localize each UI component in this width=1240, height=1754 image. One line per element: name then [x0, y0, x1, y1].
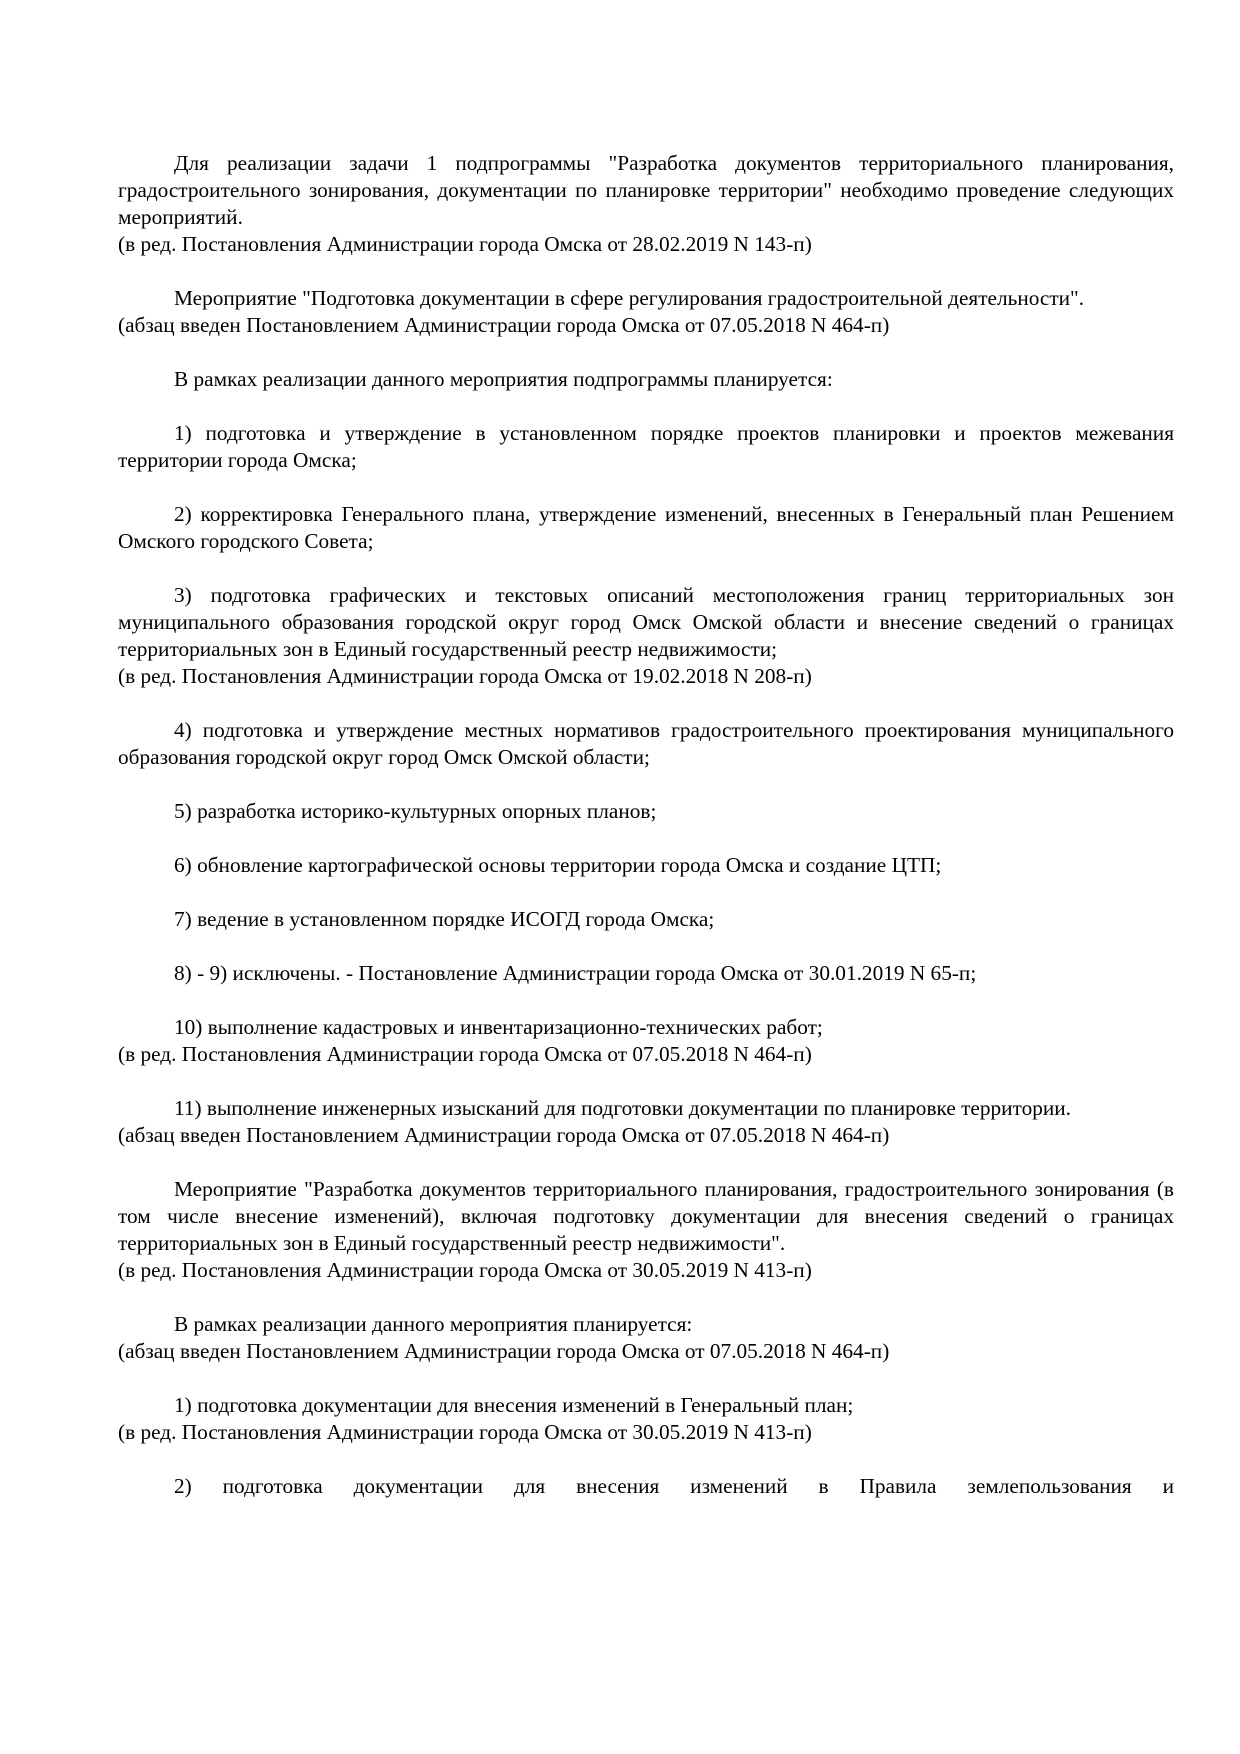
paragraph-text: Мероприятие "Разработка документов территориального планирования, градостроительного зонирования (в том числе внесение изменений), включая подготовку документации для внесения сведений о границах территориальных зон в Единый государственный реестр недвижимости".: [118, 1177, 1174, 1255]
list-item-10: [118, 1014, 1174, 1068]
paragraph-text: Для реализации задачи 1 подпрограммы "Разработка документов территориального планирования, градостроительного зонирования, документации по планировке территории" необходимо проведение следующих мероприятий.: [118, 151, 1174, 229]
paragraph-task-1: [118, 150, 1174, 258]
paragraph-planned-intro-2: [118, 1311, 1174, 1365]
list-item-4: [118, 717, 1174, 771]
paragraph-text: В рамках реализации данного мероприятия планируется:: [174, 1312, 693, 1336]
paragraph-text: 1) подготовка документации для внесения изменений в Генеральный план;: [174, 1393, 854, 1417]
paragraph-text: 8) - 9) исключены. - Постановление Администрации города Омска от 30.01.2019 N 65-п;: [174, 961, 977, 985]
list-item-8-9: [118, 960, 1174, 987]
list-item-1: [118, 420, 1174, 474]
list-item-b2: [118, 1473, 1174, 1500]
list-item-3: [118, 582, 1174, 690]
paragraph-text: 6) обновление картографической основы территории города Омска и создание ЦТП;: [174, 853, 942, 877]
paragraph-measure-development: [118, 1176, 1174, 1284]
amendment-note: (в ред. Постановления Администрации города Омска от 28.02.2019 N 143-п): [118, 232, 812, 256]
list-item-7: [118, 906, 1174, 933]
paragraph-text: 5) разработка историко-культурных опорных планов;: [174, 799, 657, 823]
paragraph-text: 2) корректировка Генерального плана, утверждение изменений, внесенных в Генеральный план Решением Омского городского Совета;: [118, 502, 1174, 553]
amendment-note: (абзац введен Постановлением Администрации города Омска от 07.05.2018 N 464-п): [118, 313, 890, 337]
list-item-6: [118, 852, 1174, 879]
paragraph-text: В рамках реализации данного мероприятия подпрограммы планируется:: [174, 367, 833, 391]
paragraph-planned-intro: [118, 366, 1174, 393]
paragraph-text: 3) подготовка графических и текстовых описаний местоположения границ территориальных зон муниципального образования городской округ город Омск Омской области и внесение сведений о границах территориальных зон в Единый государственный реестр недвижимости;: [118, 583, 1174, 661]
document-page: [118, 150, 1174, 1527]
paragraph-text: 4) подготовка и утверждение местных нормативов градостроительного проектирования муниципального образования городской округ город Омск Омской области;: [118, 718, 1174, 769]
amendment-note: (в ред. Постановления Администрации города Омска от 30.05.2019 N 413-п): [118, 1420, 812, 1444]
paragraph-text: 1) подготовка и утверждение в установленном порядке проектов планировки и проектов межевания территории города Омска;: [118, 421, 1174, 472]
list-item-5: [118, 798, 1174, 825]
paragraph-text: Мероприятие "Подготовка документации в сфере регулирования градостроительной деятельности".: [174, 286, 1085, 310]
list-item-b1: [118, 1392, 1174, 1446]
amendment-note: (в ред. Постановления Администрации города Омска от 30.05.2019 N 413-п): [118, 1258, 812, 1282]
paragraph-text: 2) подготовка документации для внесения изменений в Правила землепользования и: [174, 1474, 1174, 1498]
paragraph-text: 11) выполнение инженерных изысканий для подготовки документации по планировке территории.: [174, 1096, 1071, 1120]
list-item-2: [118, 501, 1174, 555]
list-item-11: [118, 1095, 1174, 1149]
amendment-note: (абзац введен Постановлением Администрации города Омска от 07.05.2018 N 464-п): [118, 1339, 890, 1363]
amendment-note: (в ред. Постановления Администрации города Омска от 19.02.2018 N 208-п): [118, 664, 812, 688]
paragraph-text: 7) ведение в установленном порядке ИСОГД города Омска;: [174, 907, 715, 931]
amendment-note: (абзац введен Постановлением Администрации города Омска от 07.05.2018 N 464-п): [118, 1123, 890, 1147]
paragraph-measure-preparation: [118, 285, 1174, 339]
amendment-note: (в ред. Постановления Администрации города Омска от 07.05.2018 N 464-п): [118, 1042, 812, 1066]
paragraph-text: 10) выполнение кадастровых и инвентаризационно-технических работ;: [174, 1015, 823, 1039]
